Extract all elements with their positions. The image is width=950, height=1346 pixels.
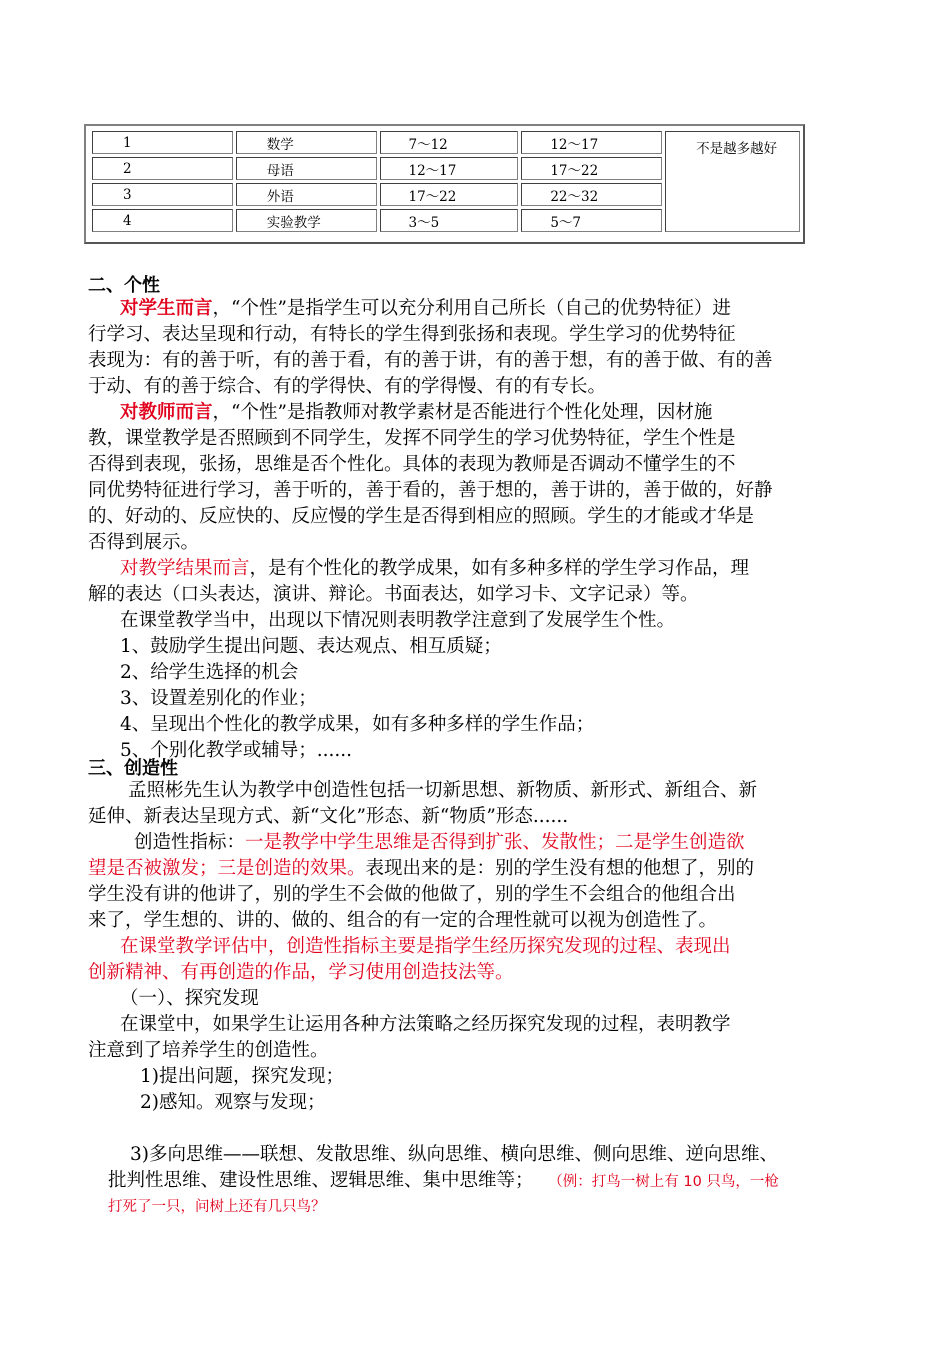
list-item: 3、设置差别化的作业；	[120, 688, 317, 709]
row-number: 1	[92, 131, 233, 154]
section2-p2-line5: 的、好动的、反应快的、反应慢的学生是否得到相应的照顾。学生的才能或才华是	[88, 506, 755, 527]
section2-p2-line2: 教，课堂教学是否照顾到不同学生，发挥不同学生的学习优势特征，学生个性是	[88, 428, 736, 449]
p1-text: ，“个性”是指学生可以充分利用自己所长（自己的优势特征）进	[212, 298, 731, 319]
list-item: 3)多向思维——联想、发散思维、纵向思维、横向思维、侧向思维、逆向思维、	[130, 1144, 778, 1165]
section3-list3-line2	[108, 1168, 779, 1195]
section2-p2-line6: 否得到展示。	[88, 532, 200, 553]
list-item: 2)感知。观察与发现；	[140, 1092, 326, 1113]
list-item: 2、给学生选择的机会	[120, 662, 299, 683]
subject-name: 实验教学	[236, 209, 377, 232]
p3-lead: 对教学结果而言	[120, 558, 250, 579]
section3-p2-line3: 学生没有讲的他讲了，别的学生不会做的他做了，别的学生不会组合的他组合出	[88, 884, 736, 905]
row-number: 2	[92, 157, 233, 180]
range-b: 22～32	[521, 183, 662, 206]
section3-p2-line4: 来了，学生想的、讲的、做的、组合的有一定的合理性就可以视为创造性了。	[88, 910, 718, 931]
example-note-line2: 打死了一只，问树上还有几只鸟？	[108, 1199, 326, 1215]
table-note: 不是越多越好	[665, 131, 800, 232]
p2-red-text: 一是教学中学生思维是否得到扩张、发散性；二是学生创造欲	[245, 832, 745, 853]
section3-p3-line2: 创新精神、有再创造的作品，学习使用创造技法等。	[88, 962, 514, 983]
example-note: （例：打鸟一树上有 10 只鸟，一枪	[555, 1174, 779, 1190]
subject-name: 数学	[236, 131, 377, 154]
section2-p3-line1	[120, 556, 749, 582]
p2-lead: 创造性指标：	[134, 832, 246, 853]
range-a: 7～12	[380, 131, 519, 154]
section2-p1-line3: 表现为：有的善于听，有的善于看，有的善于讲，有的善于想，有的善于做、有的善	[88, 350, 773, 371]
section3-p4-line1: 在课堂中，如果学生让运用各种方法策略之经历探究发现的过程，表明教学	[120, 1014, 731, 1035]
range-a: 17～22	[380, 183, 519, 206]
range-a: 3～5	[380, 209, 519, 232]
p2-lead: 对教师而言	[120, 402, 213, 423]
section2-p1-line4: 于动、有的善于综合、有的学得快、有的学得慢、有的有专长。	[88, 376, 607, 397]
row-number: 3	[92, 183, 233, 206]
section2-p2-line1	[120, 400, 712, 426]
subject-table-grid	[89, 128, 803, 235]
range-b: 17～22	[521, 157, 662, 180]
p3-text: ，是有个性化的教学成果，如有多种多样的学生学习作品，理	[249, 558, 750, 579]
p2-red-text: 望是否被激发；三是创造的效果。	[88, 858, 366, 879]
list-item: 4、呈现出个性化的教学成果，如有多种多样的学生作品；	[120, 714, 595, 735]
section2-p3-line2: 解的表达（口头表达，演讲、辩论。书面表达，如学习卡、文字记录）等。	[88, 584, 699, 605]
list-item: 1)提出问题，探究发现；	[140, 1066, 344, 1087]
range-a: 12～17	[380, 157, 519, 180]
p2-text: 表现出来的是：别的学生没有想的他想了，别的	[365, 858, 755, 879]
section2-p2-line4: 同优势特征进行学习，善于听的，善于看的，善于想的，善于讲的，善于做的，好静	[88, 480, 773, 501]
list3-text: 批判性思维、建设性思维、逻辑思维、集中思维等；	[108, 1170, 534, 1191]
section2-p1-line1	[120, 296, 731, 322]
list-item: 5、个别化教学或辅导；......	[120, 740, 353, 761]
row-number: 4	[92, 209, 233, 232]
section3-p4-line2: 注意到了培养学生的创造性。	[88, 1040, 329, 1061]
section3-subheading: （一）、探究发现	[120, 988, 259, 1009]
p2-text: ，“个性”是指教师对教学素材是否能进行个性化处理，因材施	[212, 402, 713, 423]
section2-p4: 在课堂教学当中，出现以下情况则表明教学注意到了发展学生个性。	[120, 610, 676, 631]
section2-heading: 二、个性	[88, 275, 160, 296]
table-row	[92, 131, 800, 154]
section2-p1-line2: 行学习、表达呈现和行动，有特长的学生得到张扬和表现。学生学习的优势特征	[88, 324, 736, 345]
p1-lead: 对学生而言	[120, 298, 213, 319]
section3-p2-line2	[88, 856, 754, 882]
range-b: 12～17	[521, 131, 662, 154]
section3-p1-line1: 孟照彬先生认为教学中创造性包括一切新思想、新物质、新形式、新组合、新	[128, 780, 758, 801]
subject-name: 外语	[236, 183, 377, 206]
list-item: 1、鼓励学生提出问题、表达观点、相互质疑；	[120, 636, 502, 657]
range-b: 5～7	[521, 209, 662, 232]
subject-table	[84, 124, 805, 244]
section3-p3-line1: 在课堂教学评估中，创造性指标主要是指学生经历探究发现的过程、表现出	[120, 936, 731, 957]
section2-p2-line3: 否得到表现，张扬，思维是否个性化。具体的表现为教师是否调动不懂学生的不	[88, 454, 736, 475]
section3-p2-line1	[134, 830, 745, 856]
section3-heading: 三、创造性	[88, 758, 178, 779]
section3-p1-line2: 延伸、新表达呈现方式、新“文化”形态、新“物质”形态......	[88, 806, 569, 827]
subject-name: 母语	[236, 157, 377, 180]
